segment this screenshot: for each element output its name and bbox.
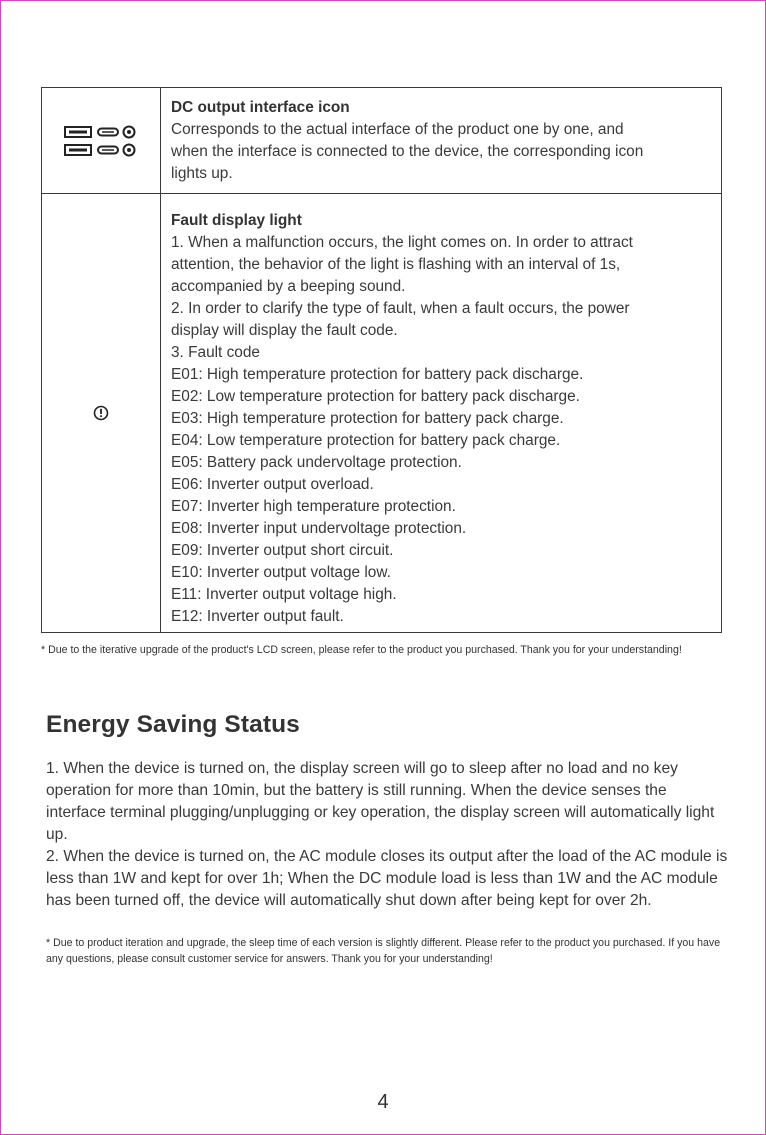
fault-icon-cell bbox=[42, 194, 161, 632]
dc-output-line: when the interface is connected to the device, the corresponding icon bbox=[171, 143, 644, 160]
fault-code-item: E01: High temperature protection for battery pack discharge. bbox=[171, 366, 584, 383]
section-footnote: * Due to product iteration and upgrade, the sleep time of each version is slightly different. Please refer to the product you purchased. If you have any questions, please consult customer service for answers. Thank you for your understanding! bbox=[46, 937, 721, 965]
section-body bbox=[46, 758, 728, 912]
fault-code-item: E07: Inverter high temperature protection. bbox=[171, 498, 456, 515]
table-row-fault bbox=[42, 193, 721, 632]
dc-output-title: DC output interface icon bbox=[171, 99, 350, 116]
fault-code-item: E05: Battery pack undervoltage protection. bbox=[171, 454, 462, 471]
fault-description bbox=[161, 194, 721, 632]
fault-code-item: E08: Inverter input undervoltage protection. bbox=[171, 520, 467, 537]
section-paragraph: 1. When the device is turned on, the display screen will go to sleep after no load and no key operation for more than 10min, but the battery is still running. When the device senses the interface terminal plugging/unplugging or key operation, the display screen will automatically light up. bbox=[46, 760, 715, 843]
fault-code-item: E04: Low temperature protection for battery pack charge. bbox=[171, 432, 561, 449]
section-title: Energy Saving Status bbox=[46, 711, 300, 738]
fault-warning-icon bbox=[93, 405, 109, 421]
dc-output-ports-icon bbox=[63, 124, 139, 158]
fault-code-item: E11: Inverter output voltage high. bbox=[171, 586, 397, 603]
dc-output-description bbox=[161, 88, 721, 193]
dc-output-line: lights up. bbox=[171, 165, 233, 182]
fault-line: display will display the fault code. bbox=[171, 322, 398, 339]
page-number: 4 bbox=[377, 1091, 389, 1113]
fault-line: 1. When a malfunction occurs, the light comes on. In order to attract bbox=[171, 234, 633, 251]
table-row-dc-output bbox=[42, 88, 721, 193]
dc-output-line: Corresponds to the actual interface of the product one by one, and bbox=[171, 121, 624, 138]
fault-code-item: E09: Inverter output short circuit. bbox=[171, 542, 394, 559]
fault-code-item: E02: Low temperature protection for battery pack discharge. bbox=[171, 388, 580, 405]
fault-line: attention, the behavior of the light is flashing with an interval of 1s, bbox=[171, 256, 621, 273]
section-paragraph: 2. When the device is turned on, the AC module closes its output after the load of the AC module is less than 1W and kept for over 1h; When the DC module load is less than 1W and the AC module has been turned off, the device will automatically shut down after being kept for over 2h. bbox=[46, 848, 728, 909]
fault-line: 2. In order to clarify the type of fault, when a fault occurs, the power bbox=[171, 300, 630, 317]
table-footnote: * Due to the iterative upgrade of the product's LCD screen, please refer to the product you purchased. Thank you for your understanding! bbox=[41, 644, 682, 656]
fault-code-item: E03: High temperature protection for battery pack charge. bbox=[171, 410, 564, 427]
fault-code-item: E10: Inverter output voltage low. bbox=[171, 564, 391, 581]
fault-code-item: E12: Inverter output fault. bbox=[171, 608, 344, 625]
dc-output-icon-cell bbox=[42, 88, 161, 193]
fault-title: Fault display light bbox=[171, 212, 302, 229]
fault-line: 3. Fault code bbox=[171, 344, 260, 361]
fault-line: accompanied by a beeping sound. bbox=[171, 278, 406, 295]
fault-code-item: E06: Inverter output overload. bbox=[171, 476, 374, 493]
spec-table bbox=[41, 87, 722, 633]
